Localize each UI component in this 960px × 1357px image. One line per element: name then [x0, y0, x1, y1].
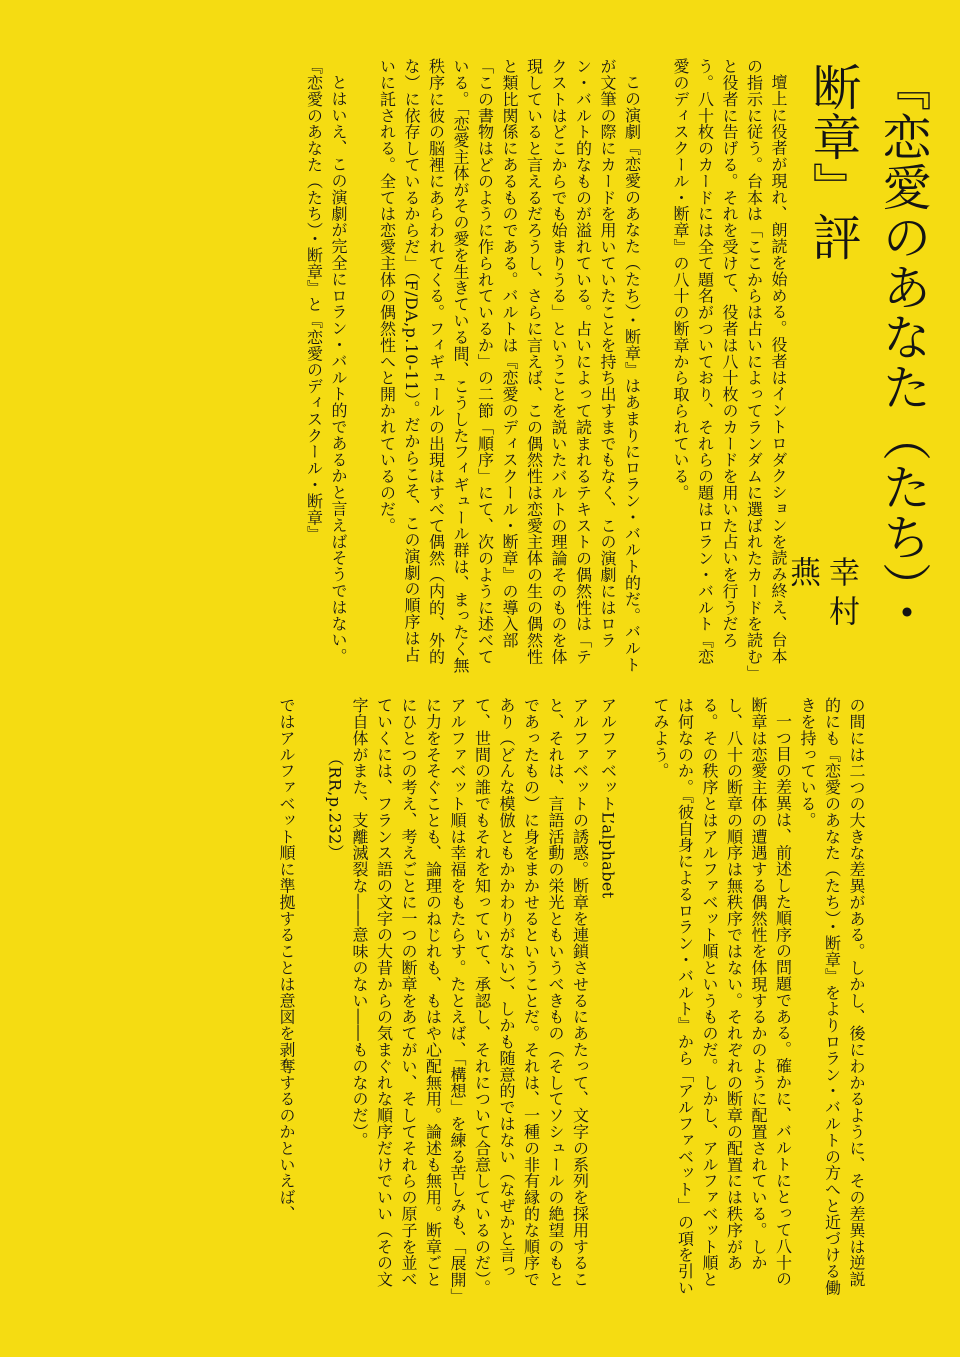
body-column-top [60, 58, 790, 678]
paragraph: 一つ目の差異は、前述した順序の問題である。確かに、バルトにとって八十の断章は恋愛主体の遭遇する偶然性を体現するかのように配置されている。しかし、八十の断章の順序は無秩序ではない。それぞれの断章の配置には秩序がある。その秩序とはアルファベット順というものだ。しかし、アルファベット順とは何なのか。『彼自身によるロラン・バルト』から「アルファベット」の項を引いてみよう。 [651, 697, 793, 1296]
quote-heading [592, 697, 624, 1297]
quote-text: アルファベットの誘惑。断章を連鎖させるにあたって、文字の系列を採用すること、それは、言語活動の栄光ともいうべきもの（そしてソシュールの絶望のもとであったもの）に身をまかせるということだ。それは、一種の非有縁的な順序であり（どんな模倣ともかかわりがない）、しかも随意的ではない（なぜかと言って、世間の誰でもそれを知っていて、承認し、それについて合意しているのだ）。アルファベット順は幸福をもたらす。たとえば、「構想」を練る苦しみも、「展開」に力をそそぐことも、論理のねじれも、もはや心配無用。論述も無用。断章ごとにひとつの考え、考えごとに一つの断章をあてがい、そしてそれらの原子を並べていくには、フランス語の文字の大昔からの気まぐれな順序だけでいい（その文字自体がまた、支離滅裂な――意味のない――ものなのだ）。 [350, 697, 590, 1297]
quote-heading-fr: L’alphabet [598, 811, 618, 899]
quote-heading-ja: アルファベット [598, 697, 618, 812]
paragraph: この演劇『恋愛のあなた（たち）・断章』はあまりにロラン・バルト的だ。バルトが文筆の際にカードを用いていたことを持ち出すまでもなく、この演劇にはロラン・バルト的なものが溢れている。占いによって読まれるテキストの偶然性は「テクストはどこからでも始まりうる」ということを説いたバルトの理論そのものを体現していると言えるだろうし、さらに言えば、この偶然性は恋愛主体の生の偶然性と類比関係にあるものである。バルトは『恋愛のディスクール・断章』の導入部「この書物はどのように作られているか」の二節「順序」にて、次のように述べている。「恋愛主体がその愛を生きている間、こうしたフィギュール群は、まったく無秩序に彼の脳裡にあらわれてくる。フィギュールの出現はすべて偶然（内的、外的な）に依存しているからだ」（F/DA,p.10-11）。だからこそ、この演劇の順序は占いに託される。全ては恋愛主体の偶然性へと開かれているのだ。 [377, 58, 642, 674]
paragraph: 壇上に役者が現れ、朗読を始める。役者はイントロダクションを読み終え、台本の指示に従う。台本は「ここからは占いによってランダムに選ばれたカードを読む」と役者に告げる。それを受けて、役者は八十枚のカードを用いた占いを行うだろう。八十枚のカードには全て題名がついており、それらの題はロラン・バルト『恋愛のディスクール・断章』の八十の断章から取られている。 [671, 58, 788, 674]
article-title: 『恋愛のあなた（たち）・断章』評 [805, 62, 932, 638]
closing-line: ではアルファベット順に準拠することは意図を剥奪するのかといえば、 [277, 697, 296, 1222]
body-column-bottom [60, 697, 868, 1297]
paragraph: とはいえ、この演劇が完全にロラン・バルト的であるかと言えばそうではない。『恋愛のあなた（たち）・断章』と『恋愛のディスクール・断章』 [304, 58, 348, 665]
paragraph: の間には二つの大きな差異がある。しかし、後にわかるように、その差異は逆説的にも『恋愛のあなた（たち）・断章』をよりロラン・バルトの方へと近づける働きを持っている。 [798, 697, 866, 1296]
quote-citation: （RR,p.232） [325, 749, 345, 861]
author-name: 幸村 燕 [784, 556, 859, 673]
